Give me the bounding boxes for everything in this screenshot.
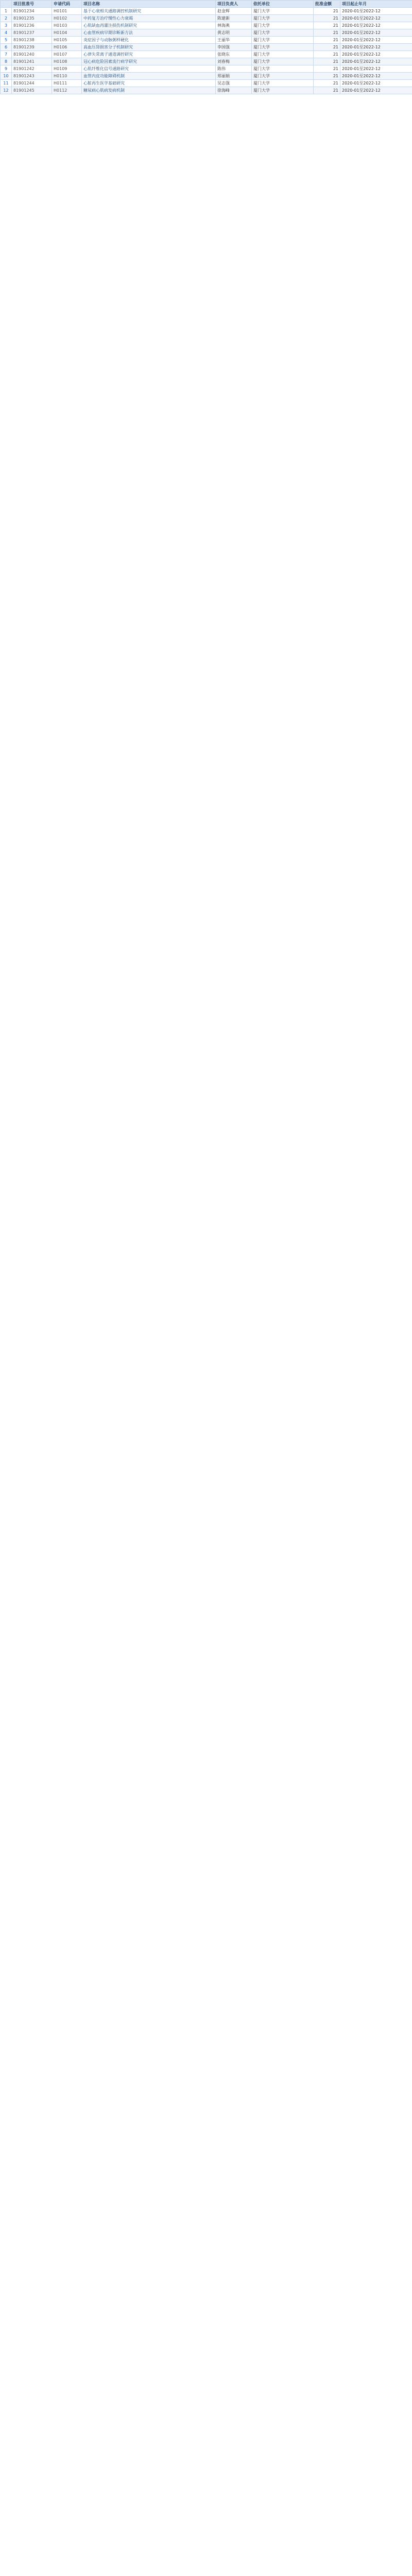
period: 2020-01至2022-12	[340, 44, 412, 51]
project-name: 心肌纤维化信号通路研究	[82, 65, 216, 73]
table-row	[1, 80, 412, 87]
amount: 21	[314, 51, 340, 58]
header-period: 项目起止年月	[340, 1, 412, 8]
amount: 21	[314, 65, 340, 73]
amount: 21	[314, 44, 340, 51]
project-leader: 徐海峰	[216, 87, 252, 94]
project-leader: 赵金辉	[216, 8, 252, 15]
apply-code: H0106	[52, 44, 82, 51]
apply-code: H0102	[52, 15, 82, 22]
header-index	[1, 1, 12, 8]
row-index: 1	[1, 8, 12, 15]
institution: 厦门大学	[252, 73, 314, 80]
amount: 21	[314, 15, 340, 22]
institution: 厦门大学	[252, 80, 314, 87]
institution: 厦门大学	[252, 51, 314, 58]
header-leader: 项目负责人	[216, 1, 252, 8]
period: 2020-01至2022-12	[340, 8, 412, 15]
project-name: 中药复方治疗慢性心力衰竭	[82, 15, 216, 22]
approval-no: 81901238	[12, 37, 52, 44]
row-index: 6	[1, 44, 12, 51]
table-row	[1, 8, 412, 15]
apply-code: H0110	[52, 73, 82, 80]
period: 2020-01至2022-12	[340, 87, 412, 94]
institution: 厦门大学	[252, 15, 314, 22]
project-name: 高血压肾损害分子机制研究	[82, 44, 216, 51]
header-approval-no: 项目批准号	[12, 1, 52, 8]
row-index: 11	[1, 80, 12, 87]
project-leader: 黄志明	[216, 29, 252, 37]
apply-code: H0101	[52, 8, 82, 15]
row-index: 5	[1, 37, 12, 44]
table-row	[1, 22, 412, 29]
project-leader: 郑丽娟	[216, 73, 252, 80]
apply-code: H0103	[52, 22, 82, 29]
apply-code: H0111	[52, 80, 82, 87]
project-name: 心血管疾病早期诊断新方法	[82, 29, 216, 37]
project-name: 糖尿病心肌病发病机制	[82, 87, 216, 94]
amount: 21	[314, 22, 340, 29]
table-row	[1, 87, 412, 94]
table-row	[1, 37, 412, 44]
amount: 21	[314, 80, 340, 87]
approval-no: 81901243	[12, 73, 52, 80]
amount: 21	[314, 8, 340, 15]
institution: 厦门大学	[252, 44, 314, 51]
row-index: 8	[1, 58, 12, 65]
period: 2020-01至2022-12	[340, 37, 412, 44]
project-table	[0, 0, 412, 94]
row-index: 4	[1, 29, 12, 37]
table-row	[1, 73, 412, 80]
project-name: 基于心衰相关通路调控机制研究	[82, 8, 216, 15]
row-index: 12	[1, 87, 12, 94]
project-leader: 吴志强	[216, 80, 252, 87]
project-leader: 王丽华	[216, 37, 252, 44]
project-name: 心肌缺血再灌注损伤机制研究	[82, 22, 216, 29]
header-code: 申请代码	[52, 1, 82, 8]
institution: 厦门大学	[252, 58, 314, 65]
period: 2020-01至2022-12	[340, 73, 412, 80]
period: 2020-01至2022-12	[340, 58, 412, 65]
approval-no: 81901239	[12, 44, 52, 51]
amount: 21	[314, 87, 340, 94]
project-leader: 李国强	[216, 44, 252, 51]
period: 2020-01至2022-12	[340, 15, 412, 22]
approval-no: 81901234	[12, 8, 52, 15]
table-row	[1, 58, 412, 65]
project-leader: 陈伟	[216, 65, 252, 73]
apply-code: H0107	[52, 51, 82, 58]
row-index: 2	[1, 15, 12, 22]
table-row	[1, 29, 412, 37]
table-row	[1, 51, 412, 58]
project-name: 心脏再生医学基础研究	[82, 80, 216, 87]
approval-no: 81901245	[12, 87, 52, 94]
period: 2020-01至2022-12	[340, 22, 412, 29]
apply-code: H0108	[52, 58, 82, 65]
apply-code: H0105	[52, 37, 82, 44]
project-name: 冠心病危险因素流行病学研究	[82, 58, 216, 65]
table-header-row	[1, 1, 412, 8]
amount: 21	[314, 58, 340, 65]
approval-no: 81901235	[12, 15, 52, 22]
header-institution: 依托单位	[252, 1, 314, 8]
amount: 21	[314, 73, 340, 80]
period: 2020-01至2022-12	[340, 51, 412, 58]
apply-code: H0104	[52, 29, 82, 37]
row-index: 3	[1, 22, 12, 29]
project-name: 心律失常离子通道调控研究	[82, 51, 216, 58]
project-name: 血管内皮功能障碍机制	[82, 73, 216, 80]
apply-code: H0112	[52, 87, 82, 94]
period: 2020-01至2022-12	[340, 65, 412, 73]
table-row	[1, 65, 412, 73]
period: 2020-01至2022-12	[340, 29, 412, 37]
amount: 21	[314, 37, 340, 44]
project-leader: 刘春梅	[216, 58, 252, 65]
institution: 厦门大学	[252, 22, 314, 29]
period: 2020-01至2022-12	[340, 80, 412, 87]
approval-no: 81901242	[12, 65, 52, 73]
institution: 厦门大学	[252, 29, 314, 37]
header-amount: 批准金额	[314, 1, 340, 8]
header-project-name: 项目名称	[82, 1, 216, 8]
approval-no: 81901236	[12, 22, 52, 29]
institution: 厦门大学	[252, 37, 314, 44]
project-name: 炎症因子与动脉粥样硬化	[82, 37, 216, 44]
table-row	[1, 15, 412, 22]
institution: 厦门大学	[252, 87, 314, 94]
institution: 厦门大学	[252, 8, 314, 15]
table-body	[1, 8, 412, 94]
row-index: 9	[1, 65, 12, 73]
amount: 21	[314, 29, 340, 37]
project-leader: 陈建新	[216, 15, 252, 22]
row-index: 10	[1, 73, 12, 80]
approval-no: 81901237	[12, 29, 52, 37]
approval-no: 81901241	[12, 58, 52, 65]
project-leader: 张晓东	[216, 51, 252, 58]
row-index: 7	[1, 51, 12, 58]
table-row	[1, 44, 412, 51]
apply-code: H0109	[52, 65, 82, 73]
project-leader: 林海燕	[216, 22, 252, 29]
institution: 厦门大学	[252, 65, 314, 73]
approval-no: 81901240	[12, 51, 52, 58]
approval-no: 81901244	[12, 80, 52, 87]
